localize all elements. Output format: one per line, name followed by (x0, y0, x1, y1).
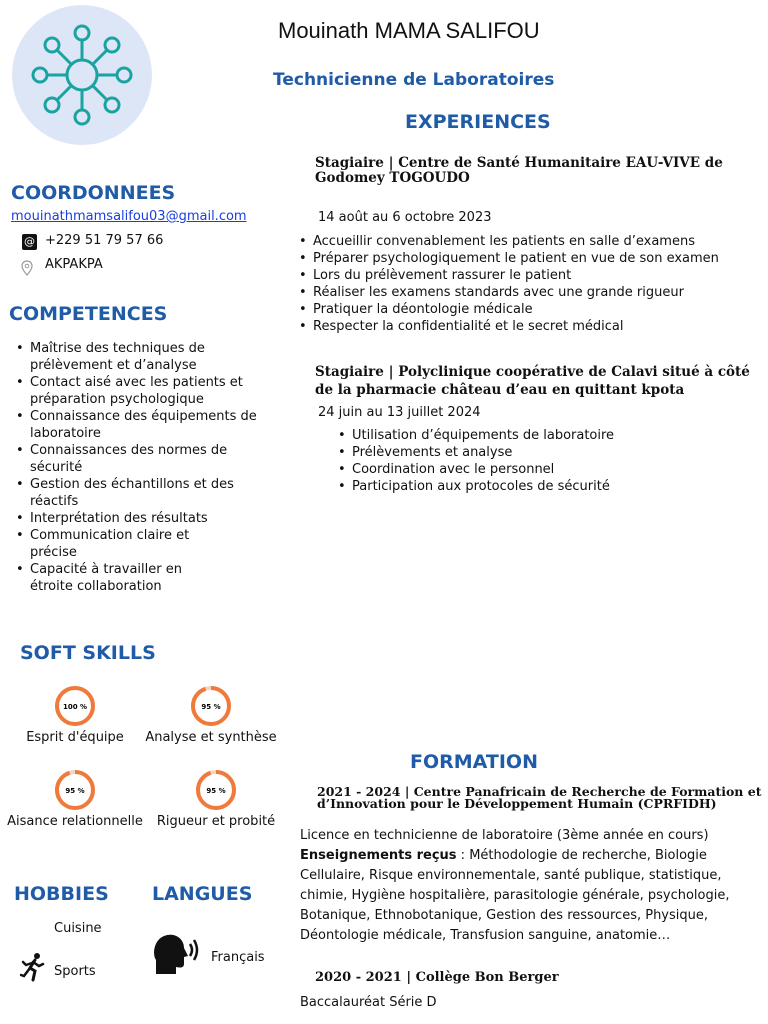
list-item: • Réaliser les examens standards avec une grande rigueur (313, 284, 763, 301)
list-item: • Coordination avec le personnel (352, 461, 752, 478)
skill-gauge (53, 684, 97, 728)
soft-skill-3 (4, 768, 146, 829)
experience-1-title: Stagiaire | Centre de Santé Humanitaire EAU-VIVE de Godomey TOGOUDO (315, 155, 723, 186)
list-item: • Connaissance des équipements de laboratoire (30, 408, 270, 442)
soft-skill-label: Esprit d'équipe (26, 730, 124, 745)
hobby-sports: Sports (54, 964, 96, 979)
speaking-head-icon (152, 930, 202, 976)
soft-skill-2 (140, 684, 282, 745)
list-item: • Connaissances des normes de sécurité (30, 442, 270, 476)
skill-gauge (53, 768, 97, 812)
list-item: • Lors du prélèvement rassurer le patient (313, 267, 763, 284)
hobby-cuisine: Cuisine (54, 921, 102, 936)
formation-heading: FORMATION (410, 751, 538, 773)
skill-gauge (189, 684, 233, 728)
experience-2-dates: 24 juin au 13 juillet 2024 (318, 405, 481, 420)
person-name: Mouinath MAMA SALIFOU (278, 18, 540, 43)
avatar (12, 5, 152, 145)
formation-1-courses (300, 846, 745, 946)
experiences-heading: EXPERIENCES (405, 111, 551, 133)
skill-gauge (194, 768, 238, 812)
courses-label: Enseignements reçus (300, 848, 457, 863)
location-pin-icon (21, 260, 33, 276)
experience-1-tasks (313, 233, 763, 335)
list-item: • Participation aux protocoles de sécurité (352, 478, 752, 495)
phone-icon: @ (24, 235, 35, 248)
gauge-value: 95 % (65, 787, 85, 795)
formation-2-title: 2020 - 2021 | Collège Bon Berger (315, 970, 559, 985)
formation-2-degree: Baccalauréat Série D (300, 995, 437, 1010)
network-icon (12, 5, 152, 145)
formation-1-title: 2021 - 2024 | Centre Panafricain de Recherche de Formation et d’Innovation pour le Développement Humain (CPRFIDH) (317, 784, 762, 811)
soft-skill-1 (10, 684, 140, 745)
phone-number: +229 51 79 57 66 (45, 233, 164, 248)
location-text: AKPAKPA (45, 257, 103, 272)
courses-list: : Méthodologie de recherche, Biologie Cellulaire, Risque environnementale, santé publique, statistique, chimie, Hygiène hospitalière, parasitologie générale, psychologie, Botanique, Ethnobotanique, Gestion des ressources, Physique, Déontologie médicale, Transfusion sanguine, anatomie… (300, 848, 730, 943)
soft-skill-label: Aisance relationnelle (7, 814, 143, 829)
list-item: • Interprétation des résultats (30, 510, 270, 527)
experience-2-title: Stagiaire | Polyclinique coopérative de Calavi situé à côté de la pharmacie château d’eau en quittant kpota (315, 364, 750, 398)
job-title: Technicienne de Laboratoires (273, 70, 555, 90)
list-item: • Capacité à travailler en étroite collaboration (30, 561, 200, 595)
list-item: • Prélèvements et analyse (352, 444, 752, 461)
list-item: • Accueillir convenablement les patients en salle d’examens (313, 233, 763, 250)
soft-skill-label: Rigueur et probité (156, 814, 276, 829)
langues-heading: LANGUES (152, 883, 253, 905)
language-francais: Français (211, 950, 265, 965)
list-item: • Contact aisé avec les patients et préparation psychologique (30, 374, 270, 408)
soft-skills-heading: SOFT SKILLS (20, 642, 156, 664)
list-item: • Respecter la confidentialité et le secret médical (313, 318, 763, 335)
hobbies-heading: HOBBIES (14, 883, 109, 905)
formation-1-degree: Licence en technicienne de laboratoire (3ème année en cours) (300, 828, 709, 843)
soft-skill-label: Analyse et synthèse (145, 730, 277, 745)
list-item: • Utilisation d’équipements de laboratoire (352, 427, 752, 444)
gauge-value: 95 % (206, 787, 226, 795)
competences-list (30, 340, 270, 595)
list-item: • Communication claire et précise (30, 527, 200, 561)
list-item: • Gestion des échantillons et des réactifs (30, 476, 270, 510)
experience-2-tasks (352, 427, 752, 495)
competences-heading: COMPETENCES (9, 303, 168, 325)
experience-1-dates: 14 août au 6 octobre 2023 (318, 210, 492, 225)
list-item: • Préparer psychologiquement le patient en vue de son examen (313, 250, 763, 267)
gauge-value: 95 % (201, 703, 221, 711)
runner-icon (20, 952, 46, 982)
coordonnees-heading: COORDONNEES (11, 182, 176, 204)
list-item: • Pratiquer la déontologie médicale (313, 301, 763, 318)
soft-skill-4 (150, 768, 282, 829)
list-item: • Maîtrise des techniques de prélèvement et d’analyse (30, 340, 270, 374)
gauge-value: 100 % (62, 703, 88, 711)
email-link[interactable]: mouinathmamsalifou03@gmail.com (11, 209, 247, 224)
